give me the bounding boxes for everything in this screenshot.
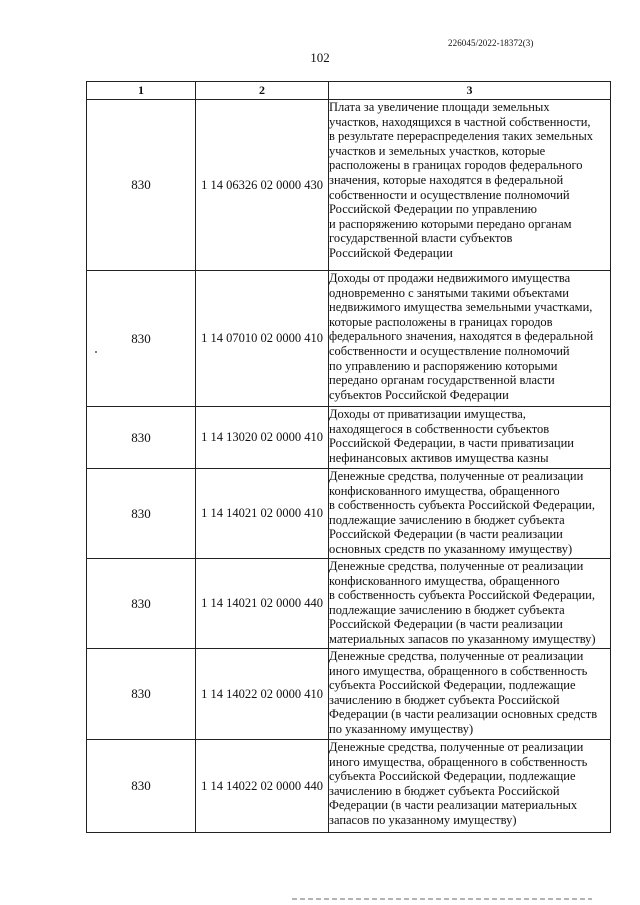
- description-line: в собственность субъекта Российской Федерации,: [329, 498, 595, 513]
- description-line: зачислению в бюджет субъекта Российской: [329, 692, 560, 707]
- description-line: конфискованного имущества, обращенного: [329, 573, 560, 588]
- description-line: Плата за увеличение площади земельных: [329, 100, 550, 114]
- column-header-2: 2: [196, 82, 329, 100]
- budget-classification-code-cell: 1 14 14021 02 0000 410: [196, 469, 329, 559]
- description-line: собственности и осуществление полномочий: [329, 187, 570, 202]
- revenue-description-cell: [329, 407, 611, 469]
- admin-code-cell: 830: [87, 407, 196, 469]
- description-line: основных средств по указанному имуществу): [329, 541, 573, 556]
- page-number: 102: [310, 50, 330, 65]
- budget-classification-code-cell: 1 14 06326 02 0000 430: [196, 100, 329, 271]
- description-line: по указанному имуществу): [329, 721, 474, 736]
- budget-classification-code-cell: 1 14 14022 02 0000 410: [196, 649, 329, 740]
- column-header-3: 3: [329, 82, 611, 100]
- description-line: участков, находящихся в частной собственности,: [329, 114, 591, 129]
- description-line: субъекта Российской Федерации, подлежащие: [329, 769, 576, 784]
- description-line: участков и земельных участков, которые: [329, 143, 546, 158]
- description-line: субъекта Российской Федерации, подлежащие: [329, 678, 576, 693]
- revenue-description-cell: [329, 559, 611, 649]
- description-line: Доходы от продажи недвижимого имущества: [329, 271, 571, 285]
- description-line: в результате перераспределения таких земельных: [329, 129, 593, 144]
- admin-code-cell: 830: [87, 100, 196, 271]
- budget-codes-table: [86, 81, 611, 833]
- revenue-description-cell: [329, 100, 611, 271]
- table-row: [87, 271, 611, 407]
- description-line: иного имущества, обращенного в собственность: [329, 663, 588, 678]
- description-line: иного имущества, обращенного в собственность: [329, 754, 588, 769]
- description-line: Российской Федерации, в части приватизации: [329, 436, 574, 451]
- description-line: федерального значения, находятся в федеральной: [329, 329, 594, 344]
- table-header-row: [87, 82, 611, 100]
- description-line: недвижимого имущества земельными участками,: [329, 300, 593, 315]
- description-line: материальных запасов по указанному имуществу): [329, 631, 596, 646]
- admin-code-cell: 830: [87, 271, 196, 407]
- description-line: зачислению в бюджет субъекта Российской: [329, 783, 560, 798]
- revenue-description-cell: [329, 740, 611, 833]
- description-line: и распоряжению которыми передано органам: [329, 216, 572, 231]
- description-line: субъектов Российской Федерации: [329, 387, 509, 402]
- description-line: значения, которые находятся в федеральной: [329, 172, 564, 187]
- description-line: передано органам государственной власти: [329, 373, 555, 388]
- description-line: конфискованного имущества, обращенного: [329, 483, 560, 498]
- description-line: подлежащие зачислению в бюджет субъекта: [329, 602, 565, 617]
- description-line: запасов по указанному имуществу): [329, 812, 517, 827]
- description-line: Доходы от приватизации имущества,: [329, 407, 526, 421]
- admin-code-cell: 830: [87, 469, 196, 559]
- table-row: [87, 740, 611, 833]
- description-line: Российской Федерации по управлению: [329, 202, 537, 217]
- description-line: собственности и осуществление полномочий: [329, 343, 570, 358]
- description-line: Российской Федерации (в части реализации: [329, 527, 563, 542]
- description-line: которые расположены в границах городов: [329, 314, 553, 329]
- table-row: [87, 649, 611, 740]
- budget-classification-code-cell: 1 14 14021 02 0000 440: [196, 559, 329, 649]
- document-id: 226045/2022-18372(3): [448, 38, 534, 48]
- description-line: государственной власти субъектов: [329, 231, 513, 246]
- description-line: Денежные средства, полученные от реализации: [329, 740, 584, 754]
- description-line: Российской Федерации: [329, 245, 453, 260]
- scan-artifact-line: [292, 898, 592, 900]
- description-line: в собственность субъекта Российской Федерации,: [329, 588, 595, 603]
- description-line: по управлению и распоряжению которыми: [329, 358, 558, 373]
- description-line: Денежные средства, полученные от реализации: [329, 469, 584, 483]
- table-row: [87, 100, 611, 271]
- budget-classification-code-cell: 1 14 14022 02 0000 440: [196, 740, 329, 833]
- description-line: нефинансовых активов имущества казны: [329, 450, 549, 465]
- description-line: Федерации (в части реализации материальных: [329, 798, 578, 813]
- description-line: находящегося в собственности субъектов: [329, 421, 550, 436]
- description-line: Российской Федерации (в части реализации: [329, 617, 563, 632]
- description-line: Денежные средства, полученные от реализации: [329, 559, 584, 573]
- revenue-description-cell: [329, 469, 611, 559]
- description-line: Денежные средства, полученные от реализации: [329, 649, 584, 663]
- table-row: [87, 469, 611, 559]
- admin-code-cell: 830: [87, 559, 196, 649]
- admin-code-cell: 830: [87, 740, 196, 833]
- description-line: Федерации (в части реализации основных средств: [329, 707, 598, 722]
- description-line: одновременно с занятыми такими объектами: [329, 285, 569, 300]
- description-line: расположены в границах городов федерального: [329, 158, 583, 173]
- budget-classification-code-cell: 1 14 07010 02 0000 410: [196, 271, 329, 407]
- description-line: подлежащие зачислению в бюджет субъекта: [329, 512, 565, 527]
- column-header-1: 1: [87, 82, 196, 100]
- revenue-description-cell: [329, 649, 611, 740]
- table-row: [87, 559, 611, 649]
- revenue-description-cell: [329, 271, 611, 407]
- admin-code-cell: 830: [87, 649, 196, 740]
- table-row: [87, 407, 611, 469]
- scan-speck: [95, 351, 97, 353]
- budget-classification-code-cell: 1 14 13020 02 0000 410: [196, 407, 329, 469]
